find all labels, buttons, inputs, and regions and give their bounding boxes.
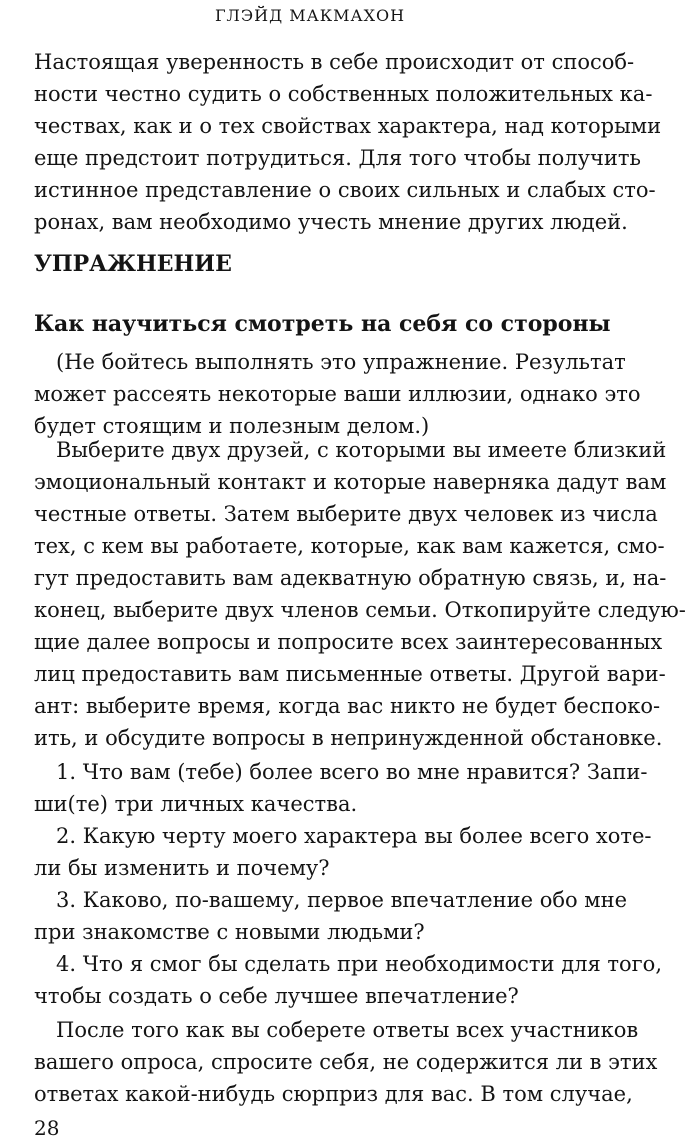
- question-text: 2. Какую черту моего характера вы более всего хоте-: [56, 824, 652, 848]
- text-line: вашего опроса, спросите себя, не содержится ли в этих: [34, 1050, 658, 1074]
- text-line: может рассеять некоторые ваши иллюзии, однако это: [34, 382, 641, 406]
- text-line: щие далее вопросы и попросите всех заинтересованных: [34, 630, 663, 654]
- page-number: 28: [34, 1116, 60, 1140]
- intro-paragraph: [34, 46, 662, 238]
- question-text: 1. Что вам (тебе) более всего во мне нравится? Запи-: [56, 760, 648, 784]
- text-line: честные ответы. Затем выберите двух человек из числа: [34, 502, 658, 526]
- exercise-heading: УПРАЖНЕНИЕ: [34, 251, 232, 277]
- question-text: ли бы изменить и почему?: [34, 856, 330, 880]
- question-item: [34, 820, 652, 884]
- question-item: [34, 884, 628, 948]
- text-line: лиц предоставить вам письменные ответы. Другой вари-: [34, 662, 666, 686]
- text-line: ответах какой-нибудь сюрприз для вас. В том случае,: [34, 1082, 633, 1106]
- question-text: 4. Что я смог бы сделать при необходимости для того,: [56, 952, 662, 976]
- closing-paragraph: [34, 1014, 658, 1110]
- question-text: 3. Каково, по-вашему, первое впечатление обо мне: [56, 888, 628, 912]
- text-line: ант: выберите время, когда вас никто не будет беспоко-: [34, 694, 661, 718]
- text-line: ности честно судить о собственных положительных ка-: [34, 82, 653, 106]
- text-line: конец, выберите двух членов семьи. Откопируйте следую-: [34, 598, 686, 622]
- question-item: [34, 948, 662, 1012]
- text-line: Настоящая уверенность в себе происходит от способ-: [34, 50, 635, 74]
- text-line: эмоциональный контакт и которые наверняка дадут вам: [34, 470, 667, 494]
- question-item: [34, 756, 648, 820]
- exercise-subheading: Как научиться смотреть на себя со стороны: [34, 311, 611, 337]
- text-line: еще предстоит потрудиться. Для того чтобы получить: [34, 146, 641, 170]
- question-text: чтобы создать о себе лучшее впечатление?: [34, 984, 519, 1008]
- text-line: тех, с кем вы работаете, которые, как вам кажется, смо-: [34, 534, 665, 558]
- question-text: ши(те) три личных качества.: [34, 792, 358, 816]
- text-line: гут предоставить вам адекватную обратную связь, и, на-: [34, 566, 667, 590]
- text-line: Выберите двух друзей, с которыми вы имеете близкий: [56, 438, 667, 462]
- text-line: (Не бойтесь выполнять это упражнение. Результат: [56, 350, 626, 374]
- question-text: при знакомстве с новыми людьми?: [34, 920, 425, 944]
- text-line: чествах, как и о тех свойствах характера, над которыми: [34, 114, 662, 138]
- text-line: истинное представление о своих сильных и слабых сто-: [34, 178, 656, 202]
- note-paragraph: [34, 346, 641, 442]
- running-head: ГЛЭЙД МАКМАХОН: [214, 6, 406, 25]
- text-line: ить, и обсудите вопросы в непринужденной обстановке.: [34, 726, 663, 750]
- text-line: ронах, вам необходимо учесть мнение других людей.: [34, 210, 628, 234]
- instruction-paragraph: [34, 434, 686, 754]
- text-line: После того как вы соберете ответы всех участников: [56, 1018, 639, 1042]
- text-line: будет стоящим и полезным делом.): [34, 414, 430, 438]
- questions-list: [34, 756, 662, 1012]
